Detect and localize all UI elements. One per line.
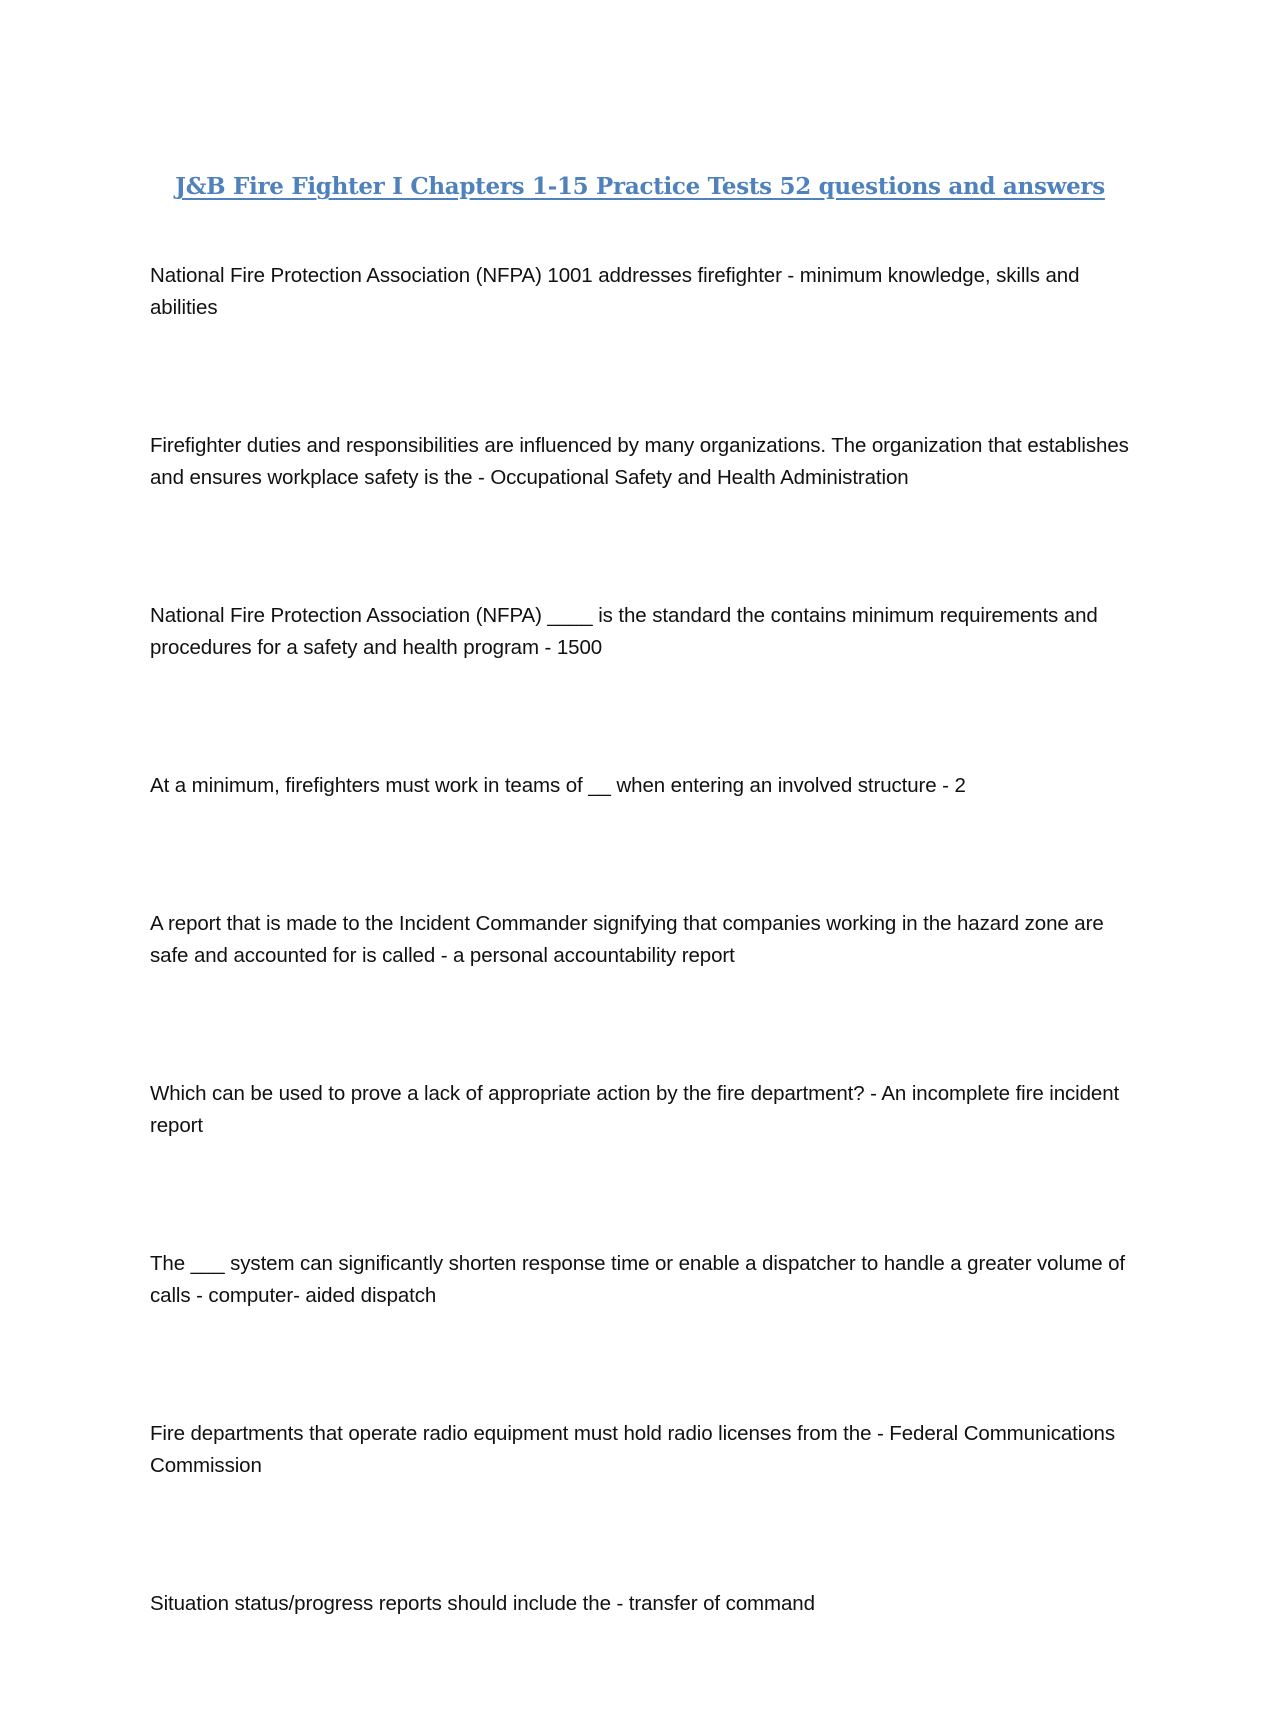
qa-list xyxy=(150,260,1130,1726)
qa-item: The ___ system can significantly shorten response time or enable a dispatcher to handle a greater volume of calls - computer- aided dispatch xyxy=(150,1252,1125,1307)
qa-item: Fire departments that operate radio equipment must hold radio licenses from the - Federal Communications Commission xyxy=(150,1422,1115,1477)
qa-item: Firefighter duties and responsibilities are influenced by many organizations. The organization that establishes and ensures workplace safety is the - Occupational Safety and Health Administration xyxy=(150,434,1129,489)
qa-item: National Fire Protection Association (NFPA) 1001 addresses firefighter - minimum knowledge, skills and abilities xyxy=(150,264,1080,319)
qa-item: Which can be used to prove a lack of appropriate action by the fire department? - An incomplete fire incident report xyxy=(150,1082,1120,1137)
qa-item: At a minimum, firefighters must work in teams of __ when entering an involved structure - 2 xyxy=(150,774,966,797)
qa-item: A report that is made to the Incident Commander signifying that companies working in the hazard zone are safe and accounted for is called - a personal accountability report xyxy=(150,912,1104,967)
qa-item: Situation status/progress reports should include the - transfer of command xyxy=(150,1592,815,1615)
document-title: J&B Fire Fighter I Chapters 1-15 Practice Tests 52 questions and answers xyxy=(175,173,1105,200)
qa-item: National Fire Protection Association (NFPA) ____ is the standard the contains minimum requirements and procedures for a safety and health program - 1500 xyxy=(150,604,1098,659)
